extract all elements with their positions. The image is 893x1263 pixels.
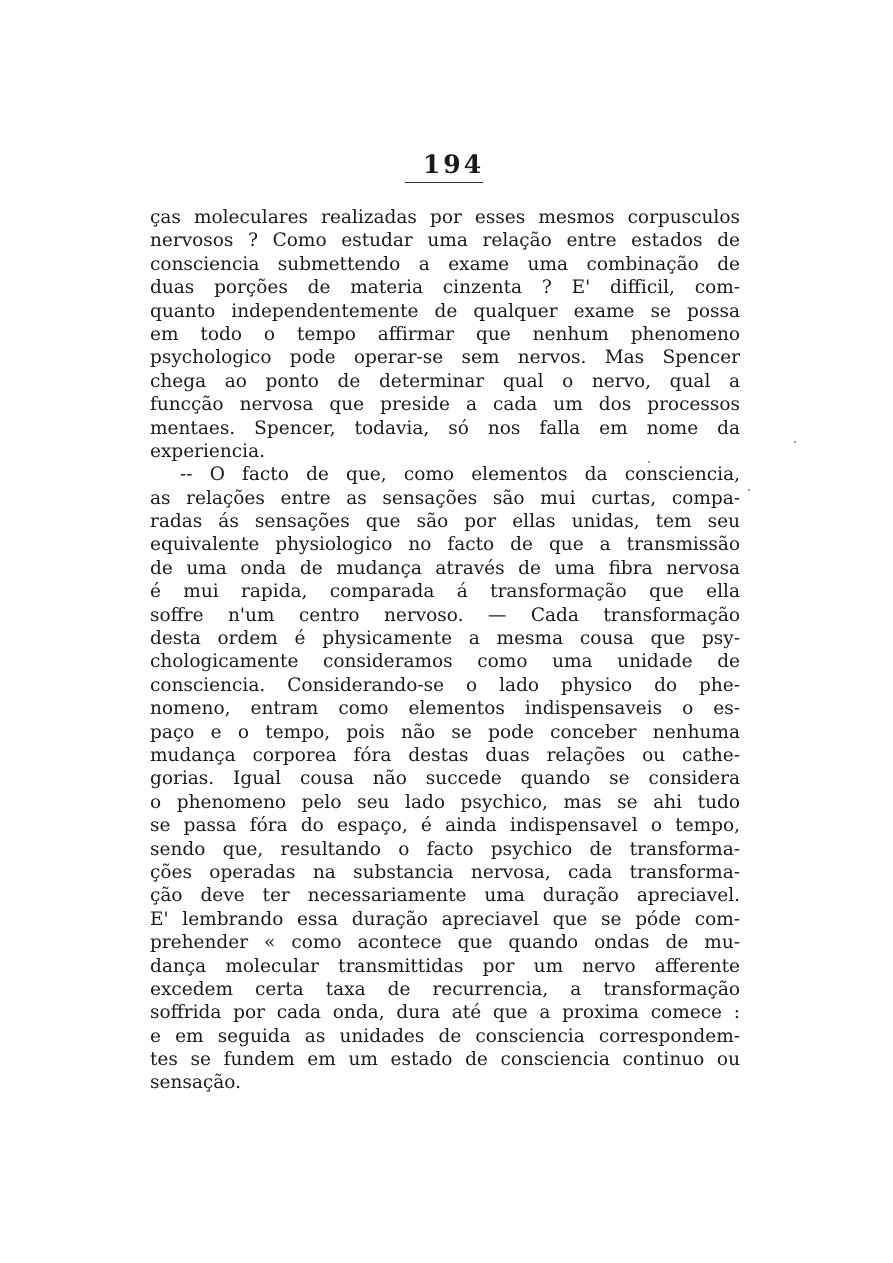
text-line: consciencia. Considerando-se o lado physico do phe- bbox=[150, 674, 740, 696]
text-line: prehender « como acontece que quando ondas de mu- bbox=[150, 932, 740, 954]
text-line: E' lembrando essa duração apreciavel que se póde com- bbox=[150, 908, 740, 930]
page-number: 194 bbox=[422, 150, 485, 179]
text-line: em todo o tempo affirmar que nenhum phenomeno bbox=[150, 323, 740, 345]
text-line: -- O facto de que, como elementos da consciencia, bbox=[180, 464, 740, 486]
text-line: de uma onda de mudança através de uma fibra nervosa bbox=[150, 557, 740, 579]
text-line: chologicamente consideramos como uma unidade de bbox=[150, 651, 740, 673]
text-line: dança molecular transmittidas por um nervo afferente bbox=[150, 955, 740, 977]
text-line: se passa fóra do espaço, é ainda indispensavel o tempo, bbox=[150, 815, 740, 837]
scan-speck bbox=[648, 461, 650, 463]
text-line: desta ordem é physicamente a mesma cousa que psy- bbox=[150, 628, 740, 650]
text-line: e em seguida as unidades de consciencia correspondem- bbox=[150, 1025, 740, 1047]
text-line: psychologico pode operar-se sem nervos. Mas Spencer bbox=[150, 347, 740, 369]
text-line: ções operadas na substancia nervosa, cada transforma- bbox=[150, 861, 740, 883]
text-line: paço e o tempo, pois não se pode conceber nenhuma bbox=[150, 721, 740, 743]
page-number-rule bbox=[405, 182, 483, 183]
text-line: equivalente physiologico no facto de que a transmissão bbox=[150, 534, 740, 556]
text-line: sensação. bbox=[150, 1072, 241, 1094]
body-text bbox=[150, 206, 740, 1095]
text-line: ças moleculares realizadas por esses mesmos corpusculos bbox=[150, 207, 740, 228]
text-line: tes se fundem em um estado de consciencia continuo ou bbox=[150, 1049, 740, 1071]
text-line: mentaes. Spencer, todavia, só nos falla em nome da bbox=[150, 417, 740, 439]
text-line: soffre n'um centro nervoso. — Cada transformação bbox=[150, 604, 740, 626]
text-line: gorias. Igual cousa não succede quando se considera bbox=[150, 768, 740, 790]
text-line: nomeno, entram como elementos indispensaveis o es- bbox=[150, 698, 740, 720]
text-line: radas ás sensações que são por ellas unidas, tem seu bbox=[150, 511, 740, 533]
text-line: é mui rapida, comparada á transformação que ella bbox=[150, 581, 740, 603]
text-line: consciencia submettendo a exame uma combinação de bbox=[150, 253, 740, 275]
text-line: mudança corporea fóra destas duas relações ou cathe- bbox=[150, 744, 740, 766]
text-line: chega ao ponto de determinar qual o nervo, qual a bbox=[150, 370, 740, 392]
text-line: as relações entre as sensações são mui curtas, compa- bbox=[150, 487, 740, 509]
text-line: funcção nervosa que preside a cada um dos processos bbox=[150, 394, 740, 416]
text-line: sendo que, resultando o facto psychico de transforma- bbox=[150, 838, 740, 860]
text-line: duas porções de materia cinzenta ? E' difficil, com- bbox=[150, 277, 740, 299]
text-line: excedem certa taxa de recurrencia, a transformação bbox=[150, 978, 740, 1000]
text-line: quanto independentemente de qualquer exame se possa bbox=[150, 300, 740, 322]
text-line: experiencia. bbox=[150, 440, 265, 462]
text-line: ção deve ter necessariamente uma duração apreciavel. bbox=[150, 885, 740, 907]
scan-speck bbox=[748, 489, 750, 491]
text-line: soffrida por cada onda, dura até que a proxima comece : bbox=[150, 1002, 740, 1024]
scan-speck bbox=[794, 441, 796, 443]
text-line: o phenomeno pelo seu lado psychico, mas se ahi tudo bbox=[150, 791, 740, 813]
text-line: nervosos ? Como estudar uma relação entre estados de bbox=[150, 230, 740, 252]
